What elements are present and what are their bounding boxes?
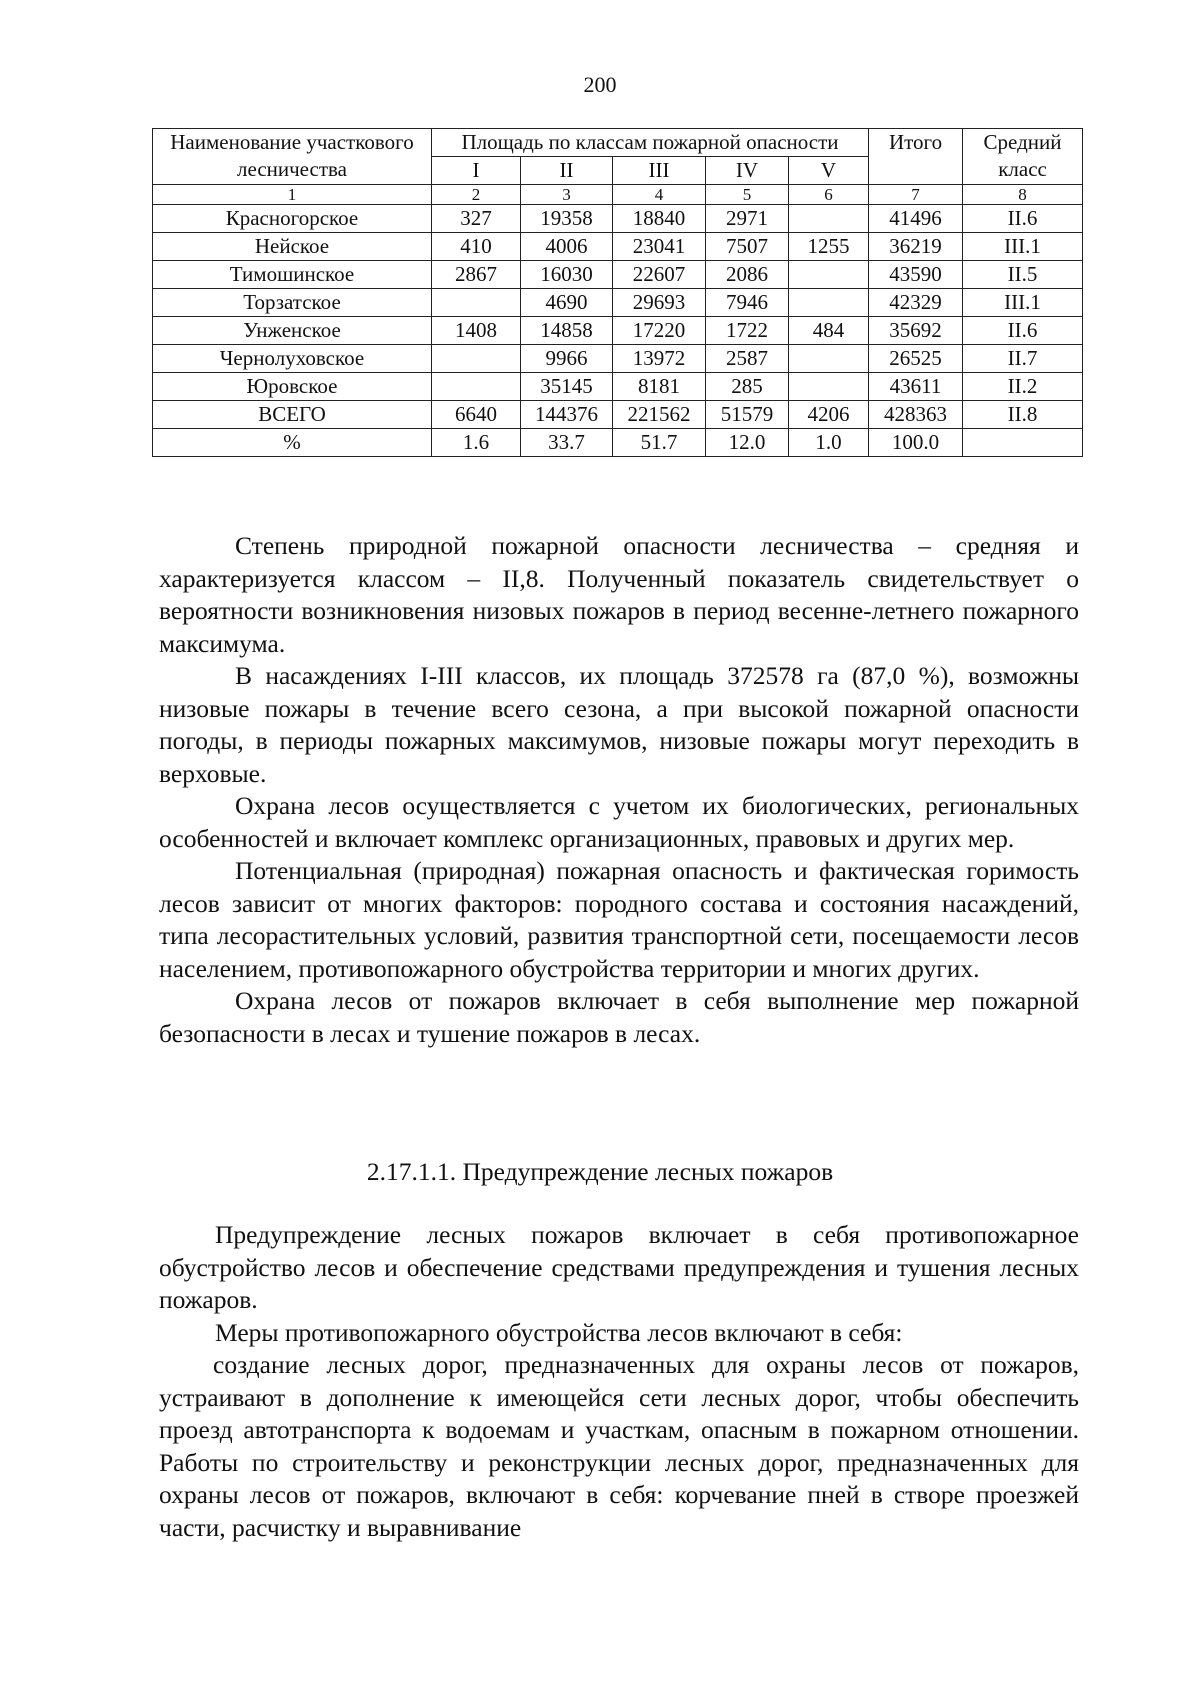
table-cell: III.1 [963, 289, 1083, 317]
paragraph: Охрана лесов от пожаров включает в себя выполнение мер пожарной безопасности в лесах и тушение пожаров в лесах. [159, 986, 1079, 1048]
table-body [153, 205, 1083, 457]
table-cell: 4690 [521, 289, 613, 317]
table-cell [432, 373, 521, 401]
header-class-5: V [789, 157, 869, 185]
table-row [153, 205, 1083, 233]
table-cell: 35145 [521, 373, 613, 401]
table-cell [789, 261, 869, 289]
table-cell: 14858 [521, 317, 613, 345]
table-cell: 1.6 [432, 429, 521, 457]
table-cell: 484 [789, 317, 869, 345]
table-cell: II.2 [963, 373, 1083, 401]
fire-danger-table [152, 128, 1083, 457]
forestry-name-cell: Нейское [153, 233, 432, 261]
table-cell: 2587 [706, 345, 789, 373]
table-cell: 12.0 [706, 429, 789, 457]
header-area-by-class: Площадь по классам пожарной опасности [432, 129, 869, 157]
table-cell: 4206 [789, 401, 869, 429]
table-cell: 1408 [432, 317, 521, 345]
table-cell: II.6 [963, 205, 1083, 233]
header-class-1: I [432, 157, 521, 185]
column-number: 4 [613, 185, 706, 205]
table-cell: 13972 [613, 345, 706, 373]
table-row [153, 373, 1083, 401]
table-cell: 6640 [432, 401, 521, 429]
table-row [153, 289, 1083, 317]
table-cell [963, 429, 1083, 457]
table-cell [789, 205, 869, 233]
forestry-name-cell: % [153, 429, 432, 457]
forestry-name-cell: Торзатское [153, 289, 432, 317]
page-number: 200 [583, 72, 617, 97]
table-row [153, 429, 1083, 457]
paragraph: Предупреждение лесных пожаров включает в себя противопожарное обустройство лесов и обеспечение средствами предупреждения и тушения лесных пожаров. [159, 1220, 1079, 1314]
table-cell: 43611 [869, 373, 963, 401]
table-cell: 221562 [613, 401, 706, 429]
table-cell: II.8 [963, 401, 1083, 429]
forestry-name-cell: Красногорское [153, 205, 432, 233]
table-cell: 51579 [706, 401, 789, 429]
table-cell: 285 [706, 373, 789, 401]
table-cell: II.6 [963, 317, 1083, 345]
table-cell: 428363 [869, 401, 963, 429]
column-number: 8 [963, 185, 1083, 205]
table-cell: 33.7 [521, 429, 613, 457]
paragraph: Охрана лесов осуществляется с учетом их биологических, региональных особенностей и включает комплекс организационных, правовых и других мер. [159, 791, 1079, 853]
table-cell: 327 [432, 205, 521, 233]
table-cell: 51.7 [613, 429, 706, 457]
header-class-2: II [521, 157, 613, 185]
table-cell: 7946 [706, 289, 789, 317]
header-forestry-name: Наименование участкового лесничества [153, 129, 432, 185]
table-cell: II.5 [963, 261, 1083, 289]
forestry-name-cell: ВСЕГО [153, 401, 432, 429]
table-cell: 2971 [706, 205, 789, 233]
table-cell [432, 289, 521, 317]
header-total: Итого [869, 129, 963, 185]
forestry-name-cell: Тимошинское [153, 261, 432, 289]
table-cell: II.7 [963, 345, 1083, 373]
paragraph: Степень природной пожарной опасности лесничества – средняя и характеризуется классом – II,8. Полученный показатель свидетельствует о вероятности возникновения низовых пожаров в период весенне-летнего пожарного максимума. [159, 531, 1079, 658]
table-cell: 1.0 [789, 429, 869, 457]
table-cell [789, 289, 869, 317]
table-cell: 17220 [613, 317, 706, 345]
table-cell [432, 345, 521, 373]
table-cell: 7507 [706, 233, 789, 261]
table-cell: 9966 [521, 345, 613, 373]
paragraph: Потенциальная (природная) пожарная опасность и фактическая горимость лесов зависит от многих факторов: породного состава и состояния насаждений, типа лесорастительных условий, развития транспортной сети, посещаемости лесов населением, противопожарного обустройства территории и многих других. [159, 856, 1079, 983]
table-cell: 29693 [613, 289, 706, 317]
table-cell: 23041 [613, 233, 706, 261]
forestry-name-cell: Юровское [153, 373, 432, 401]
header-average-class: Средний класс [963, 129, 1083, 185]
body-text-section-1 [159, 530, 1079, 1050]
paragraph: Меры противопожарного обустройства лесов включают в себя: [215, 1317, 903, 1347]
table-row [153, 261, 1083, 289]
table-cell: 26525 [869, 345, 963, 373]
table-cell: 41496 [869, 205, 963, 233]
table-cell: 1722 [706, 317, 789, 345]
table-cell: 18840 [613, 205, 706, 233]
table-row [153, 345, 1083, 373]
paragraph: создание лесных дорог, предназначенных для охраны лесов от пожаров, устраивают в дополнение к имеющейся сети лесных дорог, чтобы обеспечить проезд автотранспорта к водоемам и участкам, опасным в пожарном отношении. Работы по строительству и реконструкции лесных дорог, предназначенных для охраны лесов от пожаров, включают в себя: корчевание пней в створе проезжей части, расчистку и выравнивание [159, 1350, 1079, 1542]
table-cell: 36219 [869, 233, 963, 261]
column-number-row [153, 185, 1083, 205]
section-heading: 2.17.1.1. Предупреждение лесных пожаров [366, 1157, 834, 1186]
header-class-3: III [613, 157, 706, 185]
table-cell: 1255 [789, 233, 869, 261]
table-cell: 19358 [521, 205, 613, 233]
table-cell: 22607 [613, 261, 706, 289]
table-cell: 35692 [869, 317, 963, 345]
column-number: 1 [153, 185, 432, 205]
table-cell [789, 345, 869, 373]
paragraph: В насаждениях I-III классов, их площадь 372578 га (87,0 %), возможны низовые пожары в течение всего сезона, а при высокой пожарной опасности погоды, в периоды пожарных максимумов, низовые пожары могут переходить в верховые. [159, 661, 1079, 788]
table-cell: 16030 [521, 261, 613, 289]
table-cell [789, 373, 869, 401]
table-cell: 100.0 [869, 429, 963, 457]
table-cell: 43590 [869, 261, 963, 289]
forestry-name-cell: Чернолуховское [153, 345, 432, 373]
table-cell: 144376 [521, 401, 613, 429]
table-cell: 8181 [613, 373, 706, 401]
column-number: 7 [869, 185, 963, 205]
header-class-4: IV [706, 157, 789, 185]
forestry-name-cell: Унженское [153, 317, 432, 345]
table-cell: 410 [432, 233, 521, 261]
table-row [153, 233, 1083, 261]
body-text-section-2 [159, 1219, 1079, 1544]
column-number: 6 [789, 185, 869, 205]
table-cell: 2867 [432, 261, 521, 289]
table-cell: III.1 [963, 233, 1083, 261]
table-row [153, 317, 1083, 345]
column-number: 2 [432, 185, 521, 205]
table-cell: 2086 [706, 261, 789, 289]
column-number: 5 [706, 185, 789, 205]
column-number: 3 [521, 185, 613, 205]
table-cell: 4006 [521, 233, 613, 261]
table-row [153, 401, 1083, 429]
table-cell: 42329 [869, 289, 963, 317]
